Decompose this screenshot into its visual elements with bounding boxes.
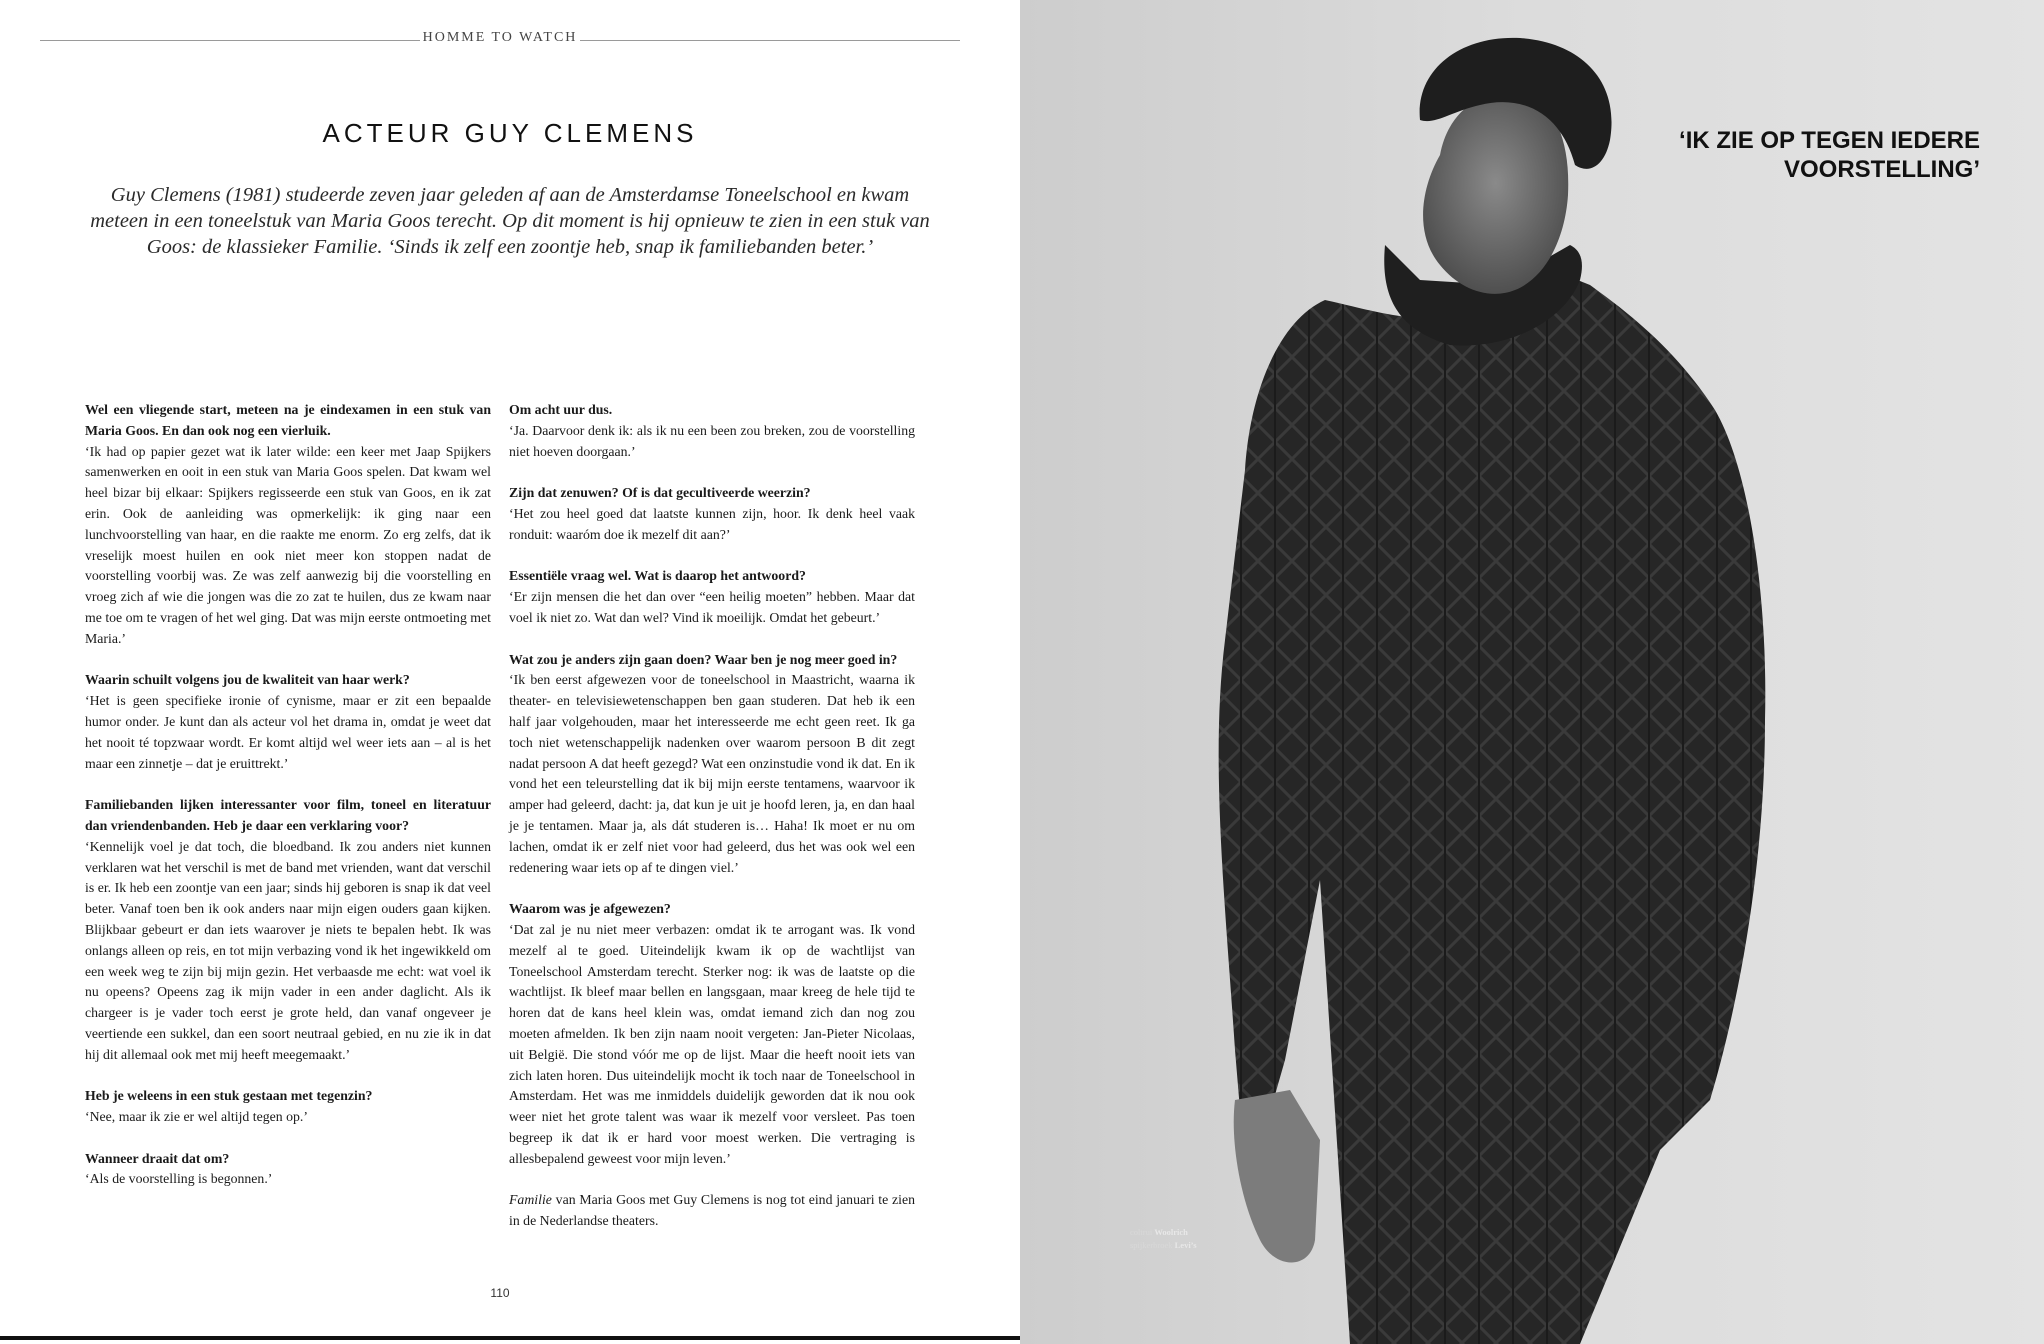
- closing-note: [509, 1190, 915, 1232]
- interview-column-2: [509, 400, 915, 1253]
- credit-item-2: spijkerbroek: [1130, 1240, 1175, 1250]
- question: Om acht uur dus.: [509, 402, 613, 417]
- photo-credits: [1130, 1226, 1197, 1252]
- credit-item-1: coltrui: [1130, 1227, 1155, 1237]
- portrait-photo: [1020, 0, 2044, 1344]
- question: Wel een vliegende start, meteen na je eindexamen in een stuk van Maria Goos. En dan ook nog een vierluik.: [85, 402, 491, 438]
- qa-block: [509, 566, 915, 628]
- running-head: [40, 30, 960, 52]
- answer: ‘Ik had op papier gezet wat ik later wilde: een keer met Jaap Spijkers samenwerken en ooit in een stuk van Maria Goos spelen. Dat kwam wel heel bizar bij elkaar: Spijkers regisseerde een stuk van Goos, en ik zat erin. Ook de aanleiding was opmerkelijk: ik ging naar een lunchvoorstelling van haar, en die raakte me enorm. Zo erg zelfs, dat ik vreselijk moest huilen en ook niet meer kon stoppen nadat de voorstelling voorbij was. Ze was zelf aanwezig bij die voorstelling en vroeg zich af wie die jongen was die zo zat te huilen, dus ze kwam naar me toe om te vragen of het wel ging. Dat was mijn eerste ontmoeting met Maria.’: [85, 443, 491, 646]
- qa-block: [85, 400, 491, 650]
- page-edge: [0, 1336, 1020, 1340]
- closing-text: van Maria Goos met Guy Clemens is nog tot eind januari te zien in de Nederlandse theaters.: [509, 1192, 915, 1229]
- answer: ‘Dat zal je nu niet meer verbazen: omdat ik te arrogant was. Ik vond mezelf al te goed. Uiteindelijk kwam ik op de wachtlijst van Toneelschool Amsterdam terecht. Sterker nog: ik was de laatste op die wachtlijst. Ik bleef maar bellen en langsgaan, maar kreeg de hele tijd te horen dat de kans heel klein was, omdat iemand zich dan nog zou moeten afmelden. Ik ben zijn naam nooit vergeten: Jan-Pieter Nicolaas, uit België. Die stond vóór me op de lijst. Maar die heeft nooit iets van zich laten horen. Dus uiteindelijk mocht ik toch naar de Toneelschool in Amsterdam. Het was me inmiddels duidelijk geworden dat ik nou ook weer niet het grote talent was waar ik mezelf voor versleet. Pas toen begreep ik dat ik er hard voor moest werken. Die vertraging is allesbepalend geweest voor mijn leven.’: [509, 921, 915, 1166]
- answer: ‘Nee, maar ik zie er wel altijd tegen op.’: [85, 1109, 308, 1125]
- question: Waarom was je afgewezen?: [509, 901, 671, 917]
- left-page: [0, 0, 1020, 1340]
- answer: ‘Ik ben eerst afgewezen voor de toneelschool in Maastricht, waarna ik theater- en televisiewetenschappen ben gaan studeren. Dat heb ik een half jaar volgehouden, maar het interesseerde me echt geen reet. Ik ga toch niet wetenschappelijk nadenken over waarom persoon B dit zegt nadat persoon A dat heeft gezegd? Wat een onzinstudie vond ik dat. En ik vond het een teleurstelling dat ik bij mijn eerste tentamens, waarvoor ik amper had geleerd, dacht: ja, dat kun je uit je hoofd leren, ja, en dan haal je je tentamen. Maar ja, als dát studeren is… Haha! Ik moet er nu om lachen, omdat ik er zelf niet voor had geleerd, dus het was ook wel een redenering waar iets op af te dingen viel.’: [509, 672, 915, 875]
- section-label: HOMME TO WATCH: [422, 30, 578, 45]
- credit-brand-1: Woolrich: [1154, 1227, 1188, 1237]
- answer: ‘Als de voorstelling is begonnen.’: [85, 1171, 273, 1187]
- qa-block: [509, 400, 915, 462]
- question: Heb je weleens in een stuk gestaan met tegenzin?: [85, 1088, 373, 1104]
- answer: ‘Er zijn mensen die het dan over “een heilig moeten” hebben. Maar dat voel ik niet zo. Wat dan wel? Vind ik moeilijk. Omdat het gebeurt.’: [509, 589, 915, 625]
- question: Wanneer draait dat om?: [85, 1150, 230, 1166]
- article-title: ACTEUR GUY CLEMENS: [322, 118, 698, 148]
- article-intro: Guy Clemens (1981) studeerde zeven jaar geleden af aan de Amsterdamse Toneelschool en kwam meteen in een toneelstuk van Maria Goos terecht. Op dit moment is hij opnieuw te zien in een stuk van Goos: de klassieker Familie. ‘Sinds ik zelf een zoontje heb, snap ik familiebanden beter.’: [90, 184, 930, 258]
- credit-brand-2: Levi’s: [1174, 1240, 1197, 1250]
- pull-quote: ‘IK ZIE OP TEGEN IEDERE VOORSTELLING’: [1679, 127, 1980, 183]
- qa-block: [509, 650, 915, 879]
- answer: ‘Het zou heel goed dat laatste kunnen zijn, hoor. Ik denk heel vaak ronduit: waaróm doe ik mezelf dit aan?’: [509, 505, 915, 542]
- question: Wat zou je anders zijn gaan doen? Waar ben je nog meer goed in?: [509, 651, 898, 667]
- qa-block: [509, 483, 915, 545]
- question: Familiebanden lijken interessanter voor film, toneel en literatuur dan vriendenbanden. Heb je daar een verklaring voor?: [85, 797, 491, 833]
- qa-block: [85, 1149, 491, 1191]
- running-head-rule-right: [580, 40, 960, 41]
- answer: ‘Kennelijk voel je dat toch, die bloedband. Ik zou anders niet kunnen verklaren wat het verschil is met de band met vrienden, want dat verschil is er. Ik heb een zoontje van een jaar; sinds hij geboren is snap ik dat veel beter. Vanaf toen ben ik ook anders naar mijn eigen ouders gaan kijken. Blijkbaar gebeurt er dan iets waarover je niets te bepalen hebt. Ik was onlangs alleen op reis, en tot mijn verbazing vond ik het ingewikkeld om een week weg te zijn bij mijn gezin. Het verbaasde me echt: wat voel ik nu opeens? Opeens zag ik mijn vader in een ander daglicht. Als ik chargeer is je vader toch eerst je grote held, dan vanaf ongeveer je veertiende een sukkel, dan een soort neutraal gebied, en nu zie ik in dat hij dit allemaal ook met mij heeft meegemaakt.’: [85, 838, 491, 1062]
- qa-block: [85, 1086, 491, 1128]
- answer: ‘Ja. Daarvoor denk ik: als ik nu een been zou breken, zou de voorstelling niet hoeven doorgaan.’: [509, 422, 915, 459]
- qa-block: [509, 899, 915, 1169]
- qa-block: [85, 795, 491, 1065]
- portrait-illustration: [1020, 0, 2044, 1344]
- qa-block: [85, 670, 491, 774]
- page-number: 110: [490, 1286, 510, 1300]
- play-title: Familie: [509, 1192, 552, 1208]
- question: Zijn dat zenuwen? Of is dat gecultiveerde weerzin?: [509, 485, 811, 501]
- question: Essentiële vraag wel. Wat is daarop het antwoord?: [509, 568, 806, 584]
- answer: ‘Het is geen specifieke ironie of cynisme, maar er zit een bepaalde humor onder. Je kunt dan als acteur vol het drama in, omdat je weet dat het nooit té topzwaar wordt. Er komt altijd wel weer iets aan – al is het maar een zinnetje – dat je eruittrekt.’: [85, 693, 491, 771]
- question: Waarin schuilt volgens jou de kwaliteit van haar werk?: [85, 672, 410, 688]
- interview-column-1: [85, 400, 491, 1211]
